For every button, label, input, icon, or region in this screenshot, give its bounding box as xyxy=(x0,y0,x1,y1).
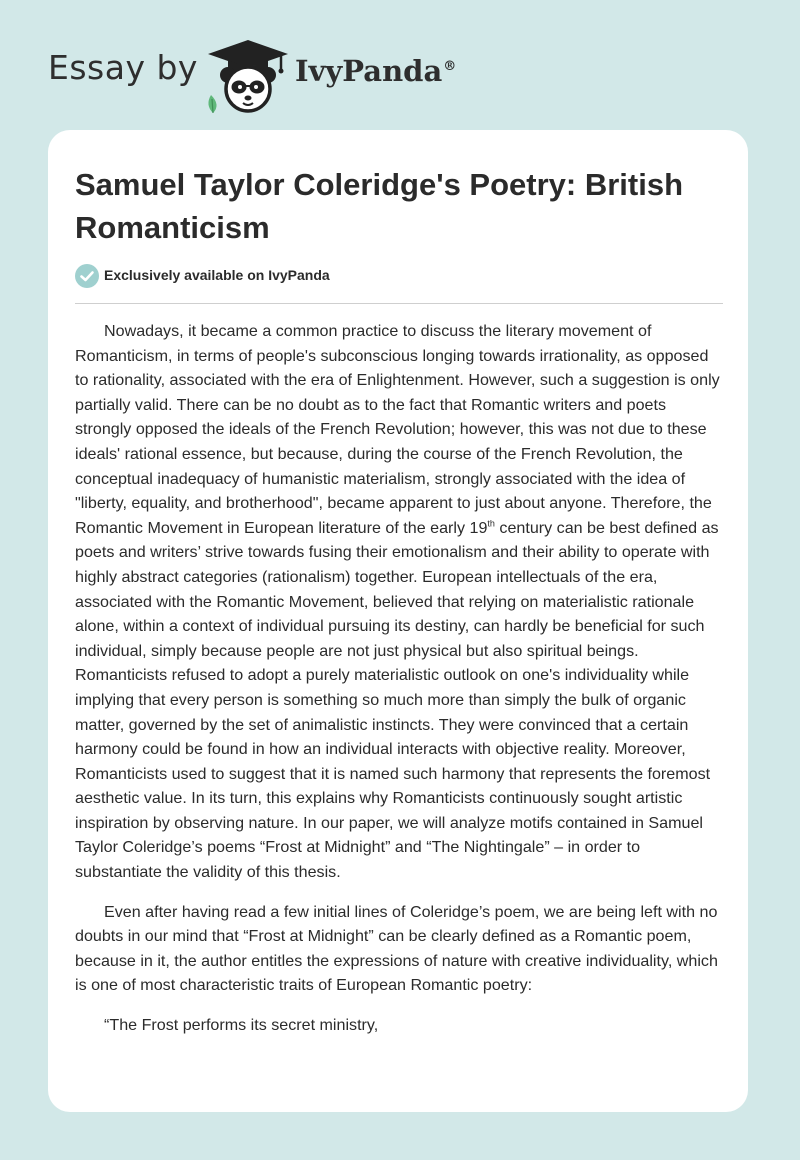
brand-header[interactable] xyxy=(48,32,528,112)
paragraph-text: Nowadays, it became a common practice to discuss the literary movement of Romanticism, in terms of people's subconscious longing towards irrationality, as opposed to rationality, associated with the era of Enlightenment. However, such a suggestion is only partially valid. There can be no doubt as to the fact that Romantic writers and poets strongly opposed the ideals of the French Revolution; however, this was not due to these ideals' rational essence, but because, during the course of the French Revolution, the conceptual inadequacy of humanistic materialism, strongly associated with the idea of "liberty, equality, and brotherhood", became apparent to just about anyone. Therefore, the Romantic Movement in European literature of the early 19 xyxy=(75,322,720,537)
essay-body xyxy=(75,319,725,1053)
paragraph xyxy=(75,319,725,885)
brand-name-text: IvyPanda xyxy=(295,54,443,88)
poem-quote: “The Frost performs its secret ministry, xyxy=(104,1016,379,1035)
brand-prefix: Essay by xyxy=(48,48,198,87)
essay-card xyxy=(48,130,748,1112)
paragraph: Even after having read a few initial lines of Coleridge’s poem, we are being left with no doubts in our mind that “Frost at Midnight” can be clearly defined as a Romantic poem, because in it, the author entitles the expressions of nature with creative individuality, which is one of most characteristic traits of European Romantic poetry: xyxy=(75,902,718,995)
registered-mark: ® xyxy=(443,59,457,75)
panda-graduate-logo-icon xyxy=(203,37,293,115)
essay-title: Samuel Taylor Coleridge's Poetry: British Romanticism xyxy=(75,167,684,245)
brand-name xyxy=(295,54,456,88)
ordinal-suffix: th xyxy=(487,518,495,529)
exclusive-badge-label: Exclusively available on IvyPanda xyxy=(104,267,330,283)
divider xyxy=(75,303,723,304)
check-circle-icon xyxy=(75,264,99,288)
paragraph-text-cont: century can be best defined as poets and writers’ strive towards fusing their emotionalism and their ability to operate with highly abstract categories (rationalism) together. European intellectuals of the era, associated with the Romantic Movement, believed that relying on materialistic rationale alone, within a context of individual pursuing its destiny, can hardly be beneficial for such individual, simply because people are not just physical but also spiritual beings. Romanticists refused to adopt a purely materialistic outlook on one's individuality while implying that every person is something so much more than simply the bulk of organic matter, governed by the set of animalistic instincts. They were convinced that a certain harmony could be found in how an individual interacts with objective reality. Moreover, Romanticists used to suggest that it is named such harmony that represents the foremost aesthetic value. In its turn, this explains why Romanticists continuously sought artistic inspiration by observing nature. In our paper, we will analyze motifs contained in Samuel Taylor Coleridge’s poems “Frost at Midnight” and “The Nightingale” – in order to substantiate the validity of this thesis. xyxy=(75,518,719,882)
